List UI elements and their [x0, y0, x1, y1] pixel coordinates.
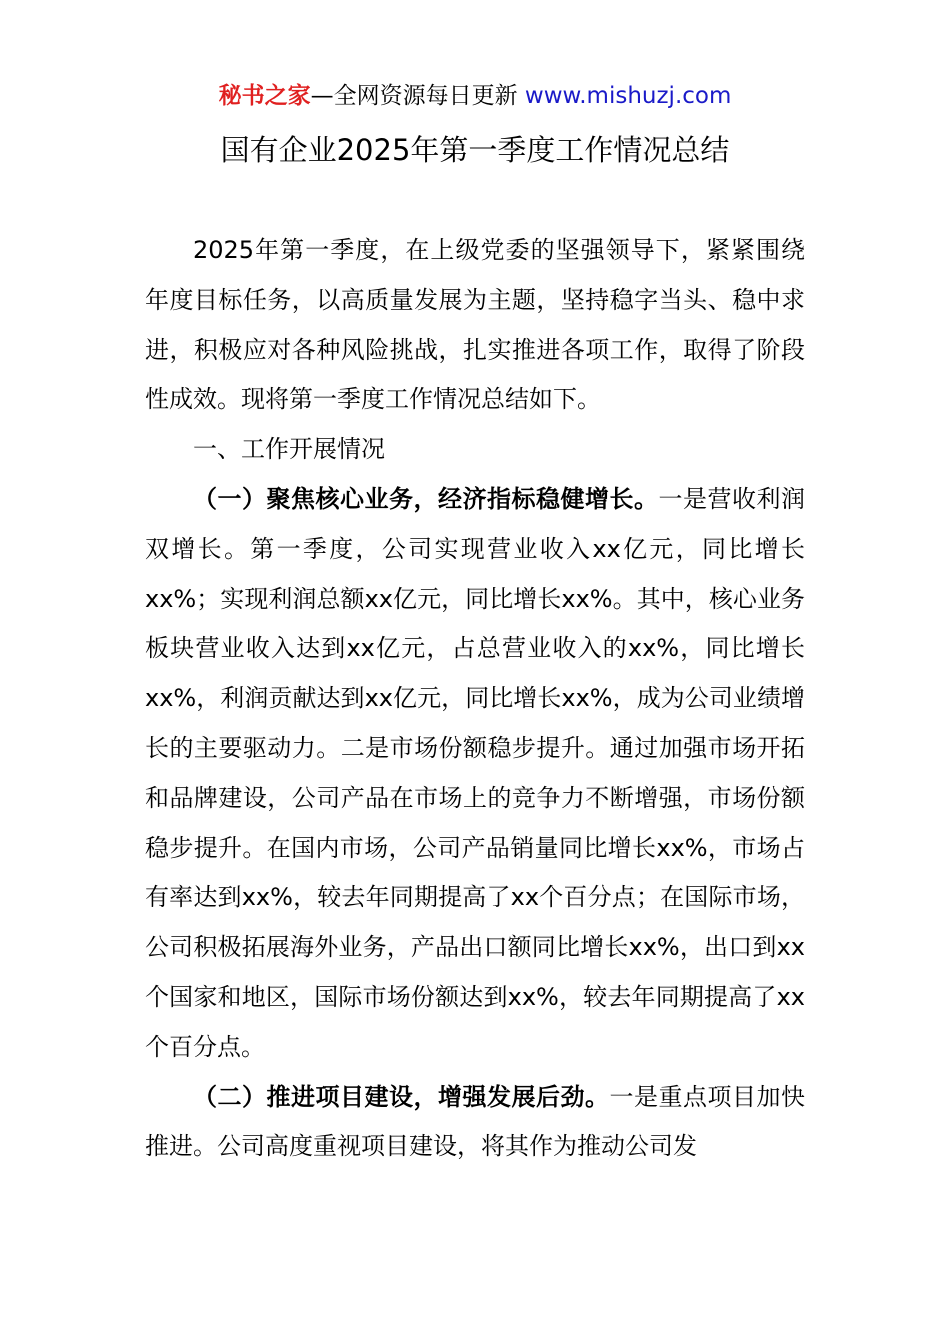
paragraph-heading-2: （二）推进项目建设，增强发展后劲。 [193, 1082, 610, 1111]
body-paragraph-1 [145, 475, 805, 1073]
document-body [145, 226, 805, 1172]
paragraph-text-1: 一是营收利润双增长。第一季度，公司实现营业收入xx亿元，同比增长xx%；实现利润总额xx亿元，同比增长xx%。其中，核心业务板块营业收入达到xx亿元，占总营业收入的xx%，同比增长xx%，利润贡献达到xx亿元，同比增长xx%，成为公司业绩增长的主要驱动力。二是市场份额稳步提升。通过加强市场开拓和品牌建设，公司产品在市场上的竞争力不断增强，市场份额稳步提升。在国内市场，公司产品销量同比增长xx%，市场占有率达到xx%，较去年同期提高了xx个百分点；在国际市场，公司积极拓展海外业务，产品出口额同比增长xx%，出口到xx个国家和地区，国际市场份额达到xx%，较去年同期提高了xx个百分点。 [145, 484, 805, 1061]
document-title: 国有企业2025年第一季度工作情况总结 [220, 133, 730, 167]
site-url[interactable]: www.mishuzj.com [524, 83, 732, 109]
paragraph-text-2: 一是重点项目加快推进。公司高度重视项目建设，将其作为推动公司发 [145, 1082, 805, 1161]
site-header [0, 80, 950, 112]
body-paragraph-2 [145, 1073, 805, 1173]
section-heading: 一、工作开展情况 [193, 435, 385, 464]
header-tagline: —全网资源每日更新 [310, 83, 525, 109]
intro-paragraph: 2025年第一季度，在上级党委的坚强领导下，紧紧围绕年度目标任务，以高质量发展为主题，坚持稳字当头、稳中求进，积极应对各种风险挑战，扎实推进各项工作，取得了阶段性成效。现将第一季度工作情况总结如下。 [145, 236, 805, 414]
paragraph-heading-1: （一）聚焦核心业务，经济指标稳健增长。 [193, 484, 659, 513]
brand-name: 秘书之家 [218, 83, 311, 109]
